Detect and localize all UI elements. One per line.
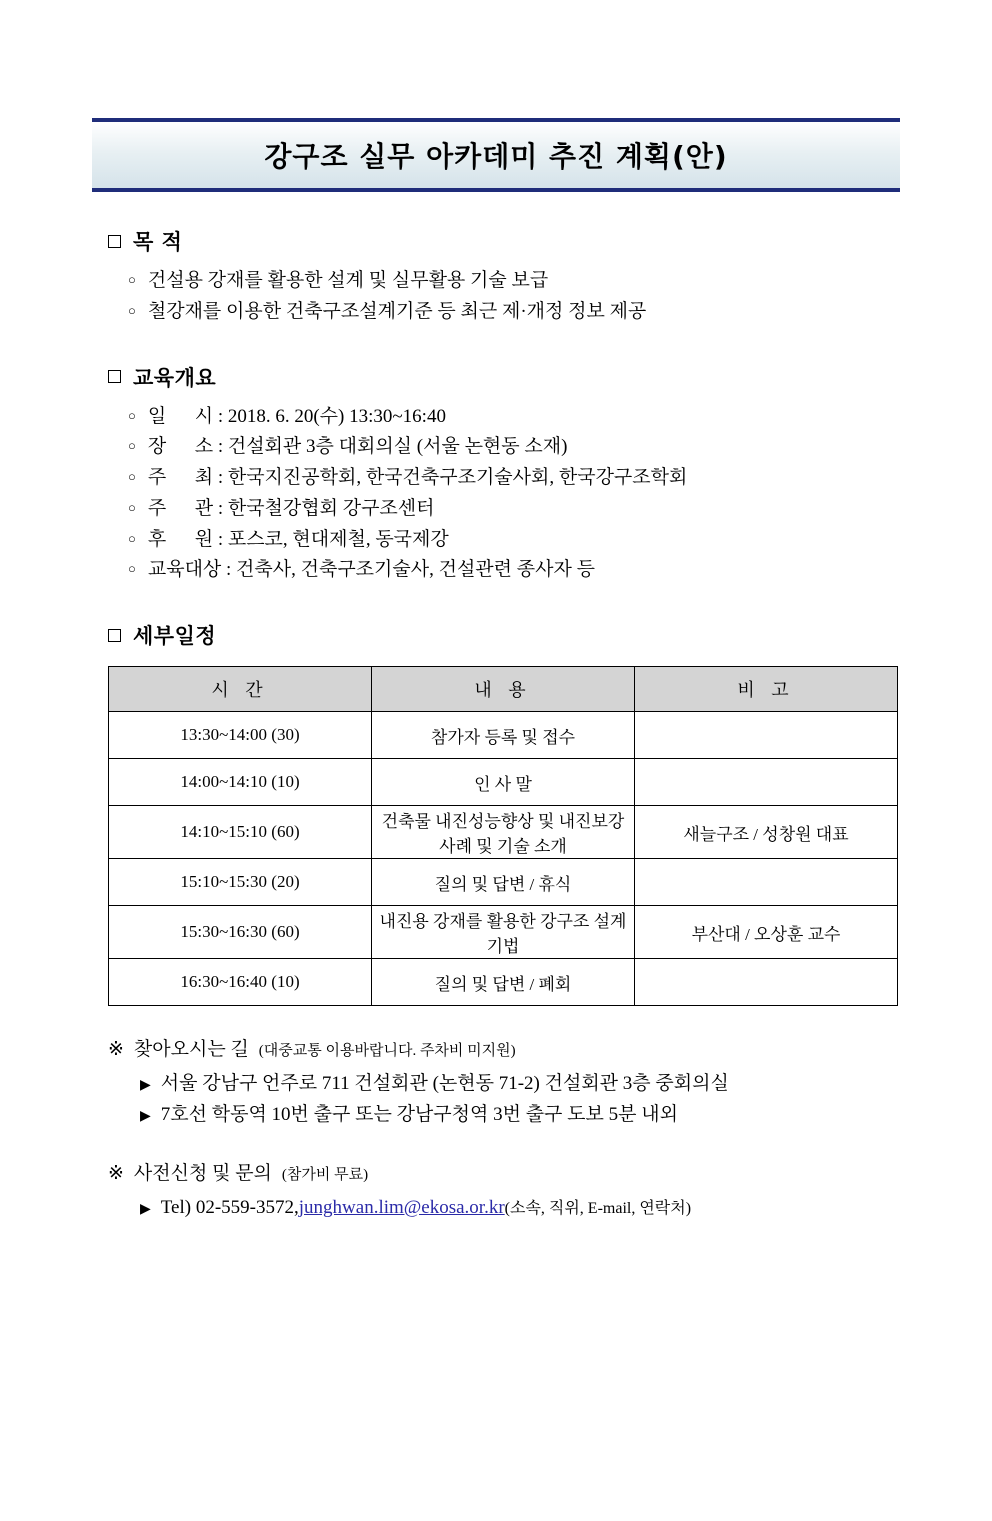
table-row — [109, 959, 898, 1006]
list-item — [140, 1193, 912, 1223]
contact-note-text: (소속, 직위, E-mail, 연락처) — [504, 1199, 692, 1217]
triangle-bullet-icon: ▶ — [140, 1201, 151, 1217]
note-directions — [80, 1034, 912, 1130]
cell-note: 새늘구조 / 성창원 대표 — [635, 806, 898, 859]
circle-bullet-icon: ○ — [128, 438, 136, 454]
cell-note: 부산대 / 오상훈 교수 — [635, 906, 898, 959]
list-item — [128, 297, 912, 328]
table-row — [109, 712, 898, 759]
contact-phone-text: Tel) 02-559-3572, — [160, 1196, 299, 1218]
list-item — [128, 266, 912, 297]
cell-content: 인 사 말 — [372, 759, 635, 806]
list-item — [128, 432, 912, 463]
table-row — [109, 906, 898, 959]
list-item-text: 일 시 : 2018. 6. 20(수) 13:30~16:40 — [147, 405, 446, 427]
list-item — [128, 494, 912, 525]
cell-content: 내진용 강재를 활용한 강구조 설계 기법 — [372, 906, 635, 959]
schedule-table — [108, 666, 898, 1006]
note-heading-paren: (참가비 무료) — [281, 1166, 369, 1183]
section-schedule — [80, 620, 912, 1006]
section-overview — [80, 362, 912, 587]
list-item-text: 장 소 : 건설회관 3층 대회의실 (서울 논현동 소재) — [147, 436, 568, 458]
table-header-note: 비 고 — [635, 667, 898, 712]
cell-content: 질의 및 답변 / 폐회 — [372, 959, 635, 1006]
note-heading-label: 찾아오시는 길 — [133, 1039, 249, 1061]
cell-time: 16:30~16:40 (10) — [109, 959, 372, 1006]
table-row — [109, 859, 898, 906]
cell-content: 참가자 등록 및 접수 — [372, 712, 635, 759]
circle-bullet-icon: ○ — [128, 561, 136, 577]
circle-bullet-icon: ○ — [128, 407, 136, 423]
section-heading-label: 목 적 — [133, 230, 183, 254]
table-row — [109, 806, 898, 859]
table-header-content: 내 용 — [372, 667, 635, 712]
cell-time: 15:30~16:30 (60) — [109, 906, 372, 959]
section-heading-overview — [108, 362, 912, 392]
section-heading-purpose — [108, 226, 912, 256]
list-item — [128, 525, 912, 556]
cell-note — [635, 712, 898, 759]
list-item — [140, 1069, 912, 1099]
cell-note — [635, 959, 898, 1006]
contact-email-link[interactable]: junghwan.lim@ekosa.or.kr — [298, 1196, 505, 1218]
document-page — [0, 118, 992, 1521]
square-bullet-icon — [108, 370, 121, 383]
reference-mark-icon: ※ — [108, 1162, 124, 1184]
triangle-bullet-icon: ▶ — [140, 1078, 151, 1094]
circle-bullet-icon: ○ — [128, 499, 136, 515]
purpose-list — [80, 266, 912, 328]
directions-list — [80, 1069, 912, 1130]
list-item-text: 7호선 학동역 10번 출구 또는 강남구청역 3번 출구 도보 5분 내외 — [160, 1103, 678, 1125]
circle-bullet-icon: ○ — [128, 302, 136, 318]
note-heading — [108, 1158, 912, 1185]
page-title: 강구조 실무 아카데미 추진 계획(안) — [264, 140, 728, 173]
document-title-banner — [92, 118, 900, 192]
list-item-text: 주 관 : 한국철강협회 강구조센터 — [147, 497, 435, 519]
list-item-text: 철강재를 이용한 건축구조설계기준 등 최근 제·개정 정보 제공 — [147, 300, 647, 322]
triangle-bullet-icon: ▶ — [140, 1108, 151, 1124]
table-row — [109, 759, 898, 806]
list-item-text: 교육대상 : 건축사, 건축구조기술사, 건설관련 종사자 등 — [147, 559, 595, 581]
cell-time: 14:00~14:10 (10) — [109, 759, 372, 806]
square-bullet-icon — [108, 235, 121, 248]
circle-bullet-icon: ○ — [128, 530, 136, 546]
circle-bullet-icon: ○ — [128, 469, 136, 485]
cell-time: 13:30~14:00 (30) — [109, 712, 372, 759]
cell-content: 질의 및 답변 / 휴식 — [372, 859, 635, 906]
list-item — [128, 463, 912, 494]
list-item — [140, 1100, 912, 1130]
note-heading — [108, 1034, 912, 1061]
note-heading-label: 사전신청 및 문의 — [133, 1162, 272, 1184]
list-item-text: 주 최 : 한국지진공학회, 한국건축구조기술사회, 한국강구조학회 — [147, 467, 688, 489]
cell-content: 건축물 내진성능향상 및 내진보강 사례 및 기술 소개 — [372, 806, 635, 859]
section-heading-schedule — [108, 620, 912, 650]
note-registration — [80, 1158, 912, 1223]
contact-list — [80, 1193, 912, 1223]
note-heading-paren: (대중교통 이용바랍니다. 주차비 미지원) — [258, 1043, 516, 1060]
reference-mark-icon: ※ — [108, 1039, 124, 1061]
cell-note — [635, 759, 898, 806]
list-item-text: 후 원 : 포스코, 현대제철, 동국제강 — [147, 528, 449, 550]
list-item — [128, 555, 912, 586]
table-header-row — [109, 667, 898, 712]
table-header-time: 시 간 — [109, 667, 372, 712]
section-heading-label: 세부일정 — [133, 624, 217, 649]
list-item-text: 서울 강남구 언주로 711 건설회관 (논현동 71-2) 건설회관 3층 중회의실 — [160, 1073, 729, 1095]
overview-list — [80, 402, 912, 587]
list-item-text: 건설용 강재를 활용한 설계 및 실무활용 기술 보급 — [147, 270, 549, 291]
list-item — [128, 402, 912, 433]
cell-note — [635, 859, 898, 906]
cell-time: 14:10~15:10 (60) — [109, 806, 372, 859]
square-bullet-icon — [108, 629, 121, 642]
section-purpose — [80, 226, 912, 328]
schedule-table-wrapper — [108, 666, 912, 1006]
cell-time: 15:10~15:30 (20) — [109, 859, 372, 906]
section-heading-label: 교육개요 — [133, 365, 217, 390]
circle-bullet-icon: ○ — [128, 272, 136, 287]
